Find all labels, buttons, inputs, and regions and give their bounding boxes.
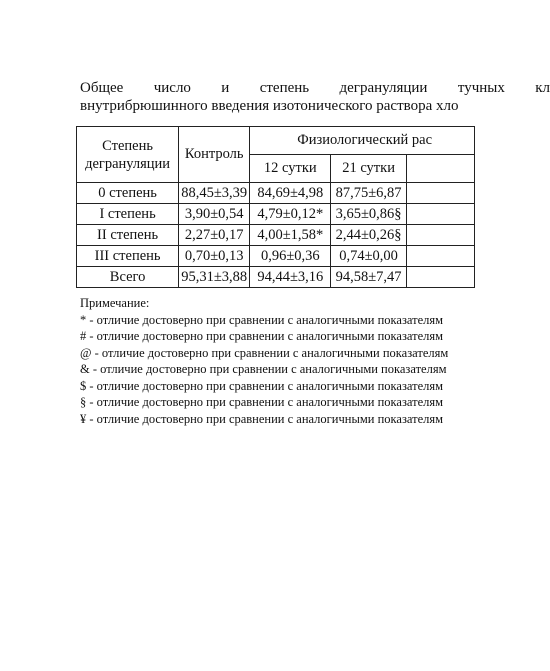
table-row	[77, 267, 475, 288]
table-caption	[80, 79, 550, 115]
table-row	[77, 225, 475, 246]
cell-empty	[406, 204, 474, 225]
cell-control: 3,90±0,54	[179, 204, 250, 225]
header-physiological-label: Физиологический рас	[297, 132, 433, 148]
cell-day-21: 0,74±0,00	[331, 246, 406, 267]
cell-control: 0,70±0,13	[179, 246, 250, 267]
cell-day-12: 0,96±0,36	[250, 246, 331, 267]
row-label: III степень	[77, 246, 179, 267]
row-label: I степень	[77, 204, 179, 225]
table-row	[77, 183, 475, 204]
cell-control: 2,27±0,17	[179, 225, 250, 246]
cell-day-21: 3,65±0,86§	[331, 204, 406, 225]
cell-day-12: 4,79±0,12*	[250, 204, 331, 225]
data-table	[76, 126, 475, 288]
note-item: * - отличие достоверно при сравнении с аналогичными показателям	[80, 312, 444, 327]
note-item: § - отличие достоверно при сравнении с аналогичными показателям	[80, 395, 444, 409]
header-day-12: 12 сутки	[250, 155, 331, 183]
note-item: ¥ - отличие достоверно при сравнении с аналогичными показателям	[80, 411, 444, 426]
cell-day-12: 84,69±4,98	[250, 183, 331, 204]
header-control: Контроль	[179, 127, 250, 183]
cell-day-21: 2,44±0,26§	[331, 225, 406, 246]
cell-day-12: 4,00±1,58*	[250, 225, 331, 246]
cell-empty	[406, 267, 474, 288]
note-item: # - отличие достоверно при сравнении с аналогичными показателям	[80, 329, 444, 343]
cell-control: 95,31±3,88	[179, 267, 250, 288]
note-item: @ - отличие достоверно при сравнении с аналогичными показателям	[80, 345, 449, 360]
header-extra-empty	[406, 155, 474, 183]
cell-day-12: 94,44±3,16	[250, 267, 331, 288]
note-item: & - отличие достоверно при сравнении с аналогичными показателям	[80, 362, 447, 376]
table-row	[77, 246, 475, 267]
header-degree: Степень дегрануляции	[77, 127, 179, 183]
header-physiological	[250, 127, 475, 155]
row-label: 0 степень	[77, 183, 179, 204]
caption-line-1: Общее число и степень дегрануляции тучных кл	[80, 80, 550, 96]
row-label: Всего	[77, 267, 179, 288]
cell-empty	[406, 183, 474, 204]
table-notes	[80, 295, 448, 427]
cell-day-21: 94,58±7,47	[331, 267, 406, 288]
table-row	[77, 204, 475, 225]
note-item: $ - отличие достоверно при сравнении с аналогичными показателям	[80, 378, 444, 393]
row-label: II степень	[77, 225, 179, 246]
cell-control: 88,45±3,39	[179, 183, 250, 204]
caption-line-2: внутрибрюшинного введения изотонического раствора хло	[80, 98, 459, 114]
cell-empty	[406, 246, 474, 267]
cell-day-21: 87,75±6,87	[331, 183, 406, 204]
header-day-21: 21 сутки	[331, 155, 406, 183]
cell-empty	[406, 225, 474, 246]
notes-heading: Примечание:	[80, 296, 150, 310]
